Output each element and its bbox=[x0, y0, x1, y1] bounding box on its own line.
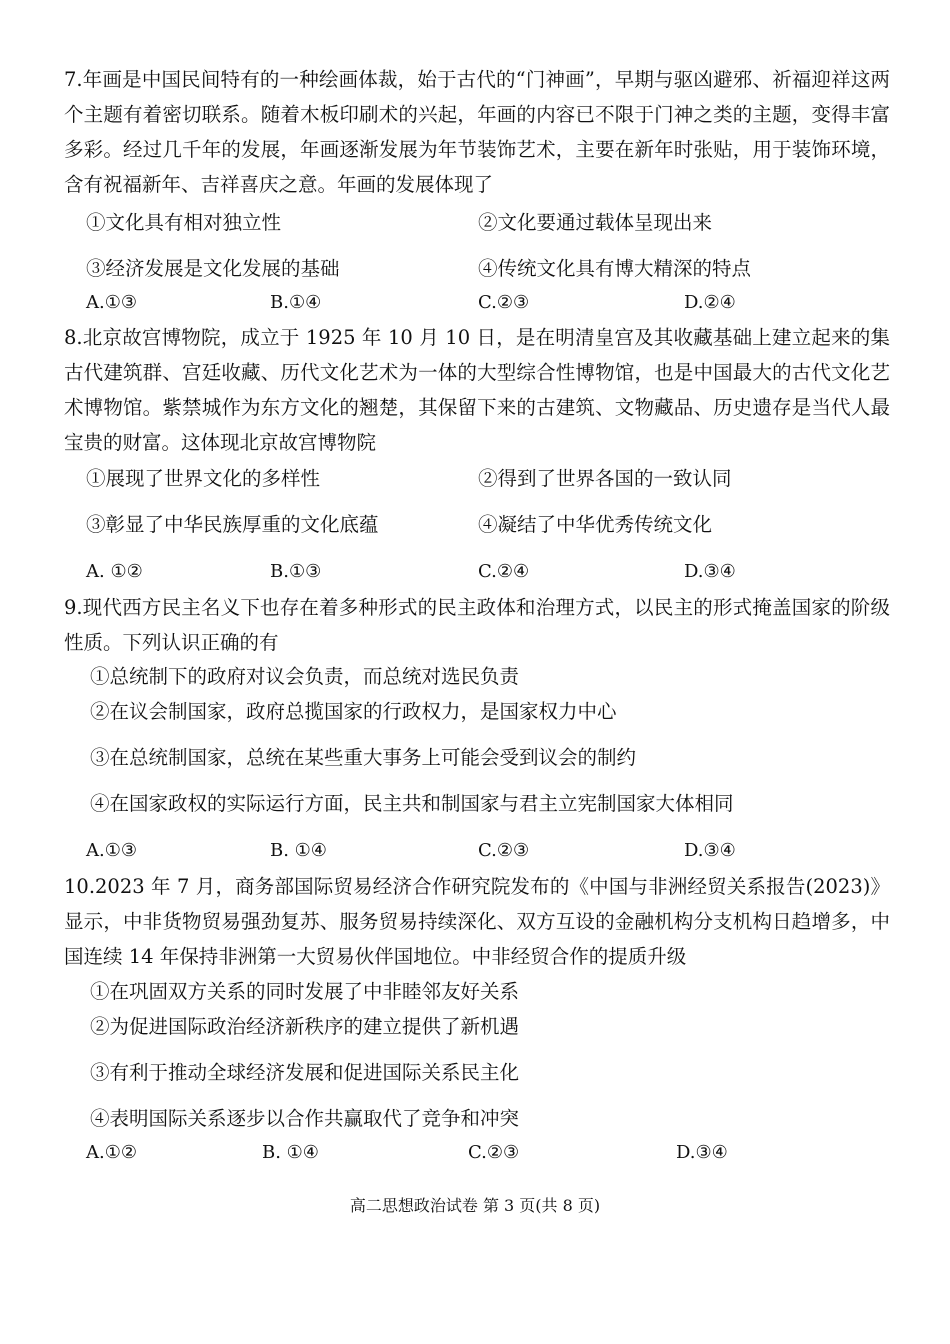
question-7-answer-d: D.②④ bbox=[684, 292, 736, 313]
question-10-option-2: ②为促进国际政治经济新秩序的建立提供了新机遇 bbox=[90, 1015, 520, 1038]
question-9-stem: 9.现代西方民主名义下也存在着多种形式的民主政体和治理方式，以民主的形式掩盖国家的阶级性质。下列认识正确的有 bbox=[64, 596, 890, 654]
question-7-stem: 7.年画是中国民间特有的一种绘画体裁，始于古代的“门神画”，早期与驱凶避邪、祈福迎祥这两个主题有着密切联系。随着木板印刷术的兴起，年画的内容已不限于门神之类的主题，变得丰富多彩。经过几千年的发展，年画逐渐发展为年节装饰艺术，主要在新年时张贴，用于装饰环境，含有祝福新年、吉祥喜庆之意。年画的发展体现了 bbox=[64, 68, 890, 196]
question-9-option-3: ③在总统制国家，总统在某些重大事务上可能会受到议会的制约 bbox=[90, 746, 637, 769]
question-7-option-2: ②文化要通过载体呈现出来 bbox=[478, 211, 713, 234]
question-9-answer-a: A.①③ bbox=[86, 840, 137, 861]
question-10-answer-a: A.①② bbox=[86, 1142, 137, 1163]
question-7-answer-c: C.②③ bbox=[478, 292, 530, 313]
question-7-answer-a: A.①③ bbox=[86, 292, 137, 313]
question-9-option-1: ①总统制下的政府对议会负责，而总统对选民负责 bbox=[90, 665, 520, 688]
question-10-answer-d: D.③④ bbox=[676, 1142, 728, 1163]
question-10-answer-c: C.②③ bbox=[468, 1142, 520, 1163]
question-7-option-3: ③经济发展是文化发展的基础 bbox=[86, 257, 340, 280]
question-8-answer-c: C.②④ bbox=[478, 561, 530, 582]
question-10-stem: 10.2023 年 7 月，商务部国际贸易经济合作研究院发布的《中国与非洲经贸关系报告(2023)》显示，中非货物贸易强劲复苏、服务贸易持续深化、双方互设的金融机构分支机构日趋增多，中国连续 14 年保持非洲第一大贸易伙伴国地位。中非经贸合作的提质升级 bbox=[64, 875, 890, 968]
question-9-option-2: ②在议会制国家，政府总揽国家的行政权力，是国家权力中心 bbox=[90, 700, 617, 723]
page-footer: 高二思想政治试卷 第 3 页(共 8 页) bbox=[349, 1196, 601, 1215]
question-8-option-2: ②得到了世界各国的一致认同 bbox=[478, 467, 732, 490]
question-7-option-4: ④传统文化具有博大精深的特点 bbox=[478, 257, 752, 280]
question-10-answer-b: B. ①④ bbox=[262, 1142, 319, 1163]
question-9-answer-b: B. ①④ bbox=[270, 840, 327, 861]
question-8-answer-d: D.③④ bbox=[684, 561, 736, 582]
question-10-option-3: ③有利于推动全球经济发展和促进国际关系民主化 bbox=[90, 1061, 520, 1084]
question-9-answer-c: C.②③ bbox=[478, 840, 530, 861]
question-9-option-4: ④在国家政权的实际运行方面，民主共和制国家与君主立宪制国家大体相同 bbox=[90, 792, 734, 815]
question-10-option-4: ④表明国际关系逐步以合作共赢取代了竞争和冲突 bbox=[90, 1107, 520, 1130]
question-8-stem: 8.北京故宫博物院，成立于 1925 年 10 月 10 日，是在明清皇宫及其收藏基础上建立起来的集古代建筑群、宫廷收藏、历代文化艺术为一体的大型综合性博物馆，也是中国最大的古代文化艺术博物馆。紫禁城作为东方文化的翘楚，其保留下来的古建筑、文物藏品、历史遗存是当代人最宝贵的财富。这体现北京故宫博物院 bbox=[64, 326, 890, 454]
question-9-answer-d: D.③④ bbox=[684, 840, 736, 861]
question-8-option-1: ①展现了世界文化的多样性 bbox=[86, 467, 321, 490]
question-7-option-1: ①文化具有相对独立性 bbox=[86, 211, 282, 234]
question-10-option-1: ①在巩固双方关系的同时发展了中非睦邻友好关系 bbox=[90, 980, 520, 1003]
question-7-answer-b: B.①④ bbox=[270, 292, 322, 313]
question-8-option-3: ③彰显了中华民族厚重的文化底蕴 bbox=[86, 513, 379, 536]
question-8-answer-b: B.①③ bbox=[270, 561, 322, 582]
question-8-option-4: ④凝结了中华优秀传统文化 bbox=[478, 513, 713, 536]
question-8-answer-a: A. ①② bbox=[86, 561, 143, 582]
